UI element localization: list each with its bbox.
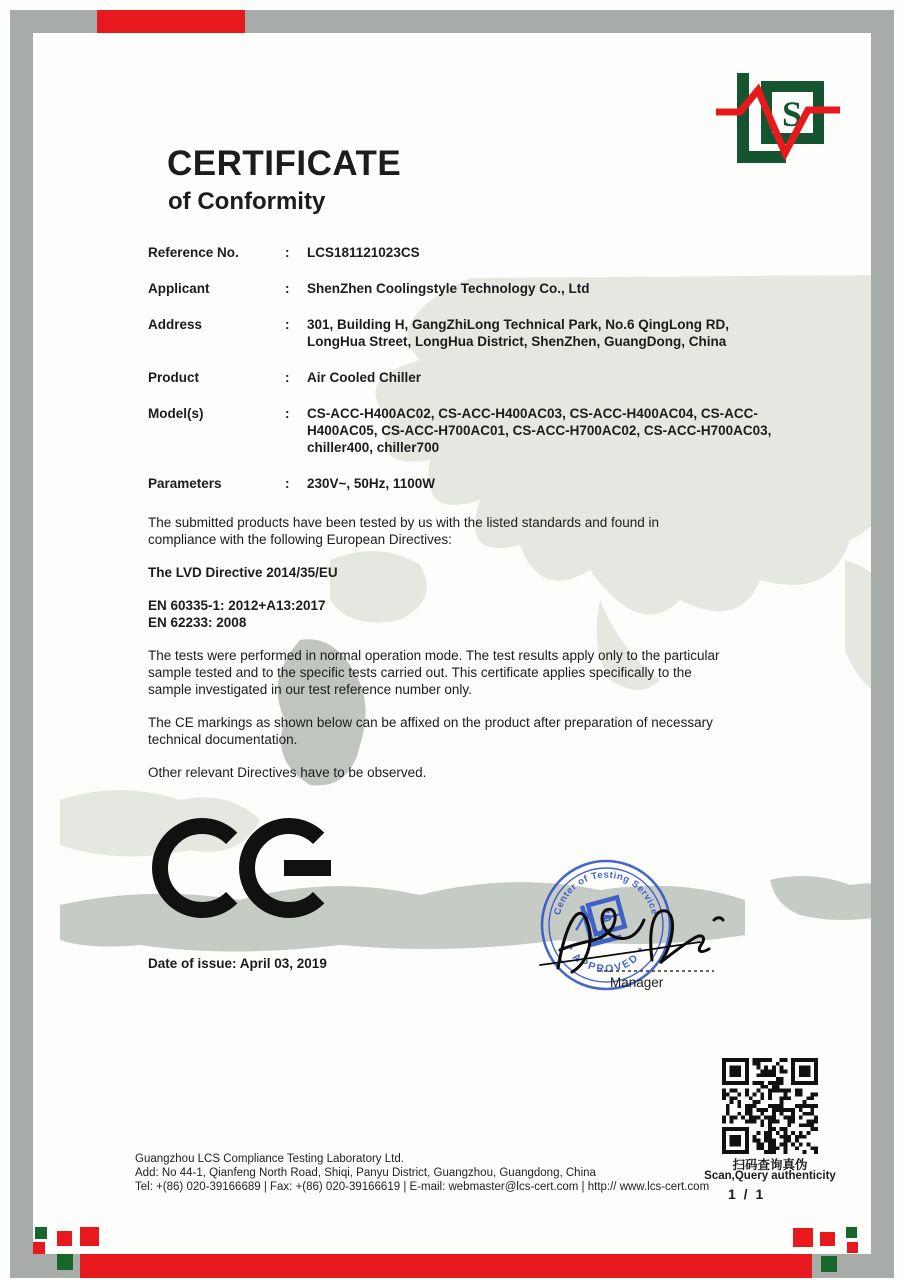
field-value: 230V~, 50Hz, 1100W <box>307 476 435 491</box>
field-label: Address <box>148 317 203 332</box>
certificate-subtitle: of Conformity <box>168 188 326 215</box>
field-label: Product <box>148 370 200 385</box>
qr-caption-en: Scan,Query authenticity <box>704 1170 836 1182</box>
signer-title: Manager <box>610 975 664 990</box>
field-colon: : <box>285 476 290 491</box>
field-colon: : <box>285 317 290 332</box>
standard-line: EN 60335-1: 2012+A13:2017 <box>148 598 326 613</box>
field-value: 301, Building H, GangZhiLong Technical Park, No.6 QingLong RD, LongHua Street, LongHua District, ShenZhen, GuangDong, China <box>307 317 730 349</box>
qr-caption-zh: 扫码查询真伪 <box>732 1158 808 1172</box>
field-label: Applicant <box>148 281 210 296</box>
tests-paragraph: The tests were performed in normal operation mode. The test results apply only to the particular sample tested and to the specific tests carried out. This certificate applies specifically to the sample investigated in our test reference number only. <box>148 648 720 697</box>
field-label: Parameters <box>148 476 222 491</box>
stamp-logo-letter: S <box>599 907 614 927</box>
field-label: Reference No. <box>148 245 239 260</box>
field-colon: : <box>285 245 290 260</box>
footer-company: Guangzhou LCS Compliance Testing Laboratory Ltd. <box>135 1153 404 1165</box>
field-value: Air Cooled Chiller <box>307 370 422 385</box>
lcs-logo-letter: S <box>781 94 803 134</box>
field-value: CS-ACC-H400AC02, CS-ACC-H400AC03, CS-ACC-H400AC04, CS-ACC-H400AC05, CS-ACC-H700AC01, CS-ACC-H700AC02, CS-ACC-H700AC03, chiller400, chiller700 <box>307 406 772 455</box>
page-number: 1 / 1 <box>728 1186 766 1202</box>
qr-code <box>722 1058 818 1154</box>
stamp-arc-bottom-text: * APPROVED * <box>563 944 649 976</box>
footer-address: Add: No 44-1, Qianfeng North Road, Shiqi, Panyu District, Guangzhou, Guangdong, China <box>135 1167 596 1179</box>
field-value: LCS181121023CS <box>307 245 420 260</box>
standard-line: EN 62233: 2008 <box>148 615 247 630</box>
footer-contact: Tel: +(86) 020-39166689 | Fax: +(86) 020-39166619 | E-mail: webmaster@lcs-cert.com | http:// www.lcs-cert.com <box>135 1181 710 1193</box>
field-value: ShenZhen Coolingstyle Technology Co., Ltd <box>307 281 590 296</box>
field-colon: : <box>285 370 290 385</box>
field-colon: : <box>285 281 290 296</box>
stamp-arc-top-text: Center of Testing Service <box>552 869 660 917</box>
intro-paragraph: The submitted products have been tested by us with the listed standards and found in compliance with the following European Directives: <box>148 515 660 547</box>
date-of-issue: Date of issue: April 03, 2019 <box>148 956 327 971</box>
other-directives-paragraph: Other relevant Directives have to be observed. <box>148 765 427 780</box>
ce-paragraph: The CE markings as shown below can be affixed on the product after preparation of necessary technical documentation. <box>148 715 713 747</box>
field-colon: : <box>285 406 290 421</box>
lvd-directive-line: The LVD Directive 2014/35/EU <box>148 565 338 580</box>
field-label: Model(s) <box>148 406 204 421</box>
certificate-title: CERTIFICATE <box>167 144 402 183</box>
